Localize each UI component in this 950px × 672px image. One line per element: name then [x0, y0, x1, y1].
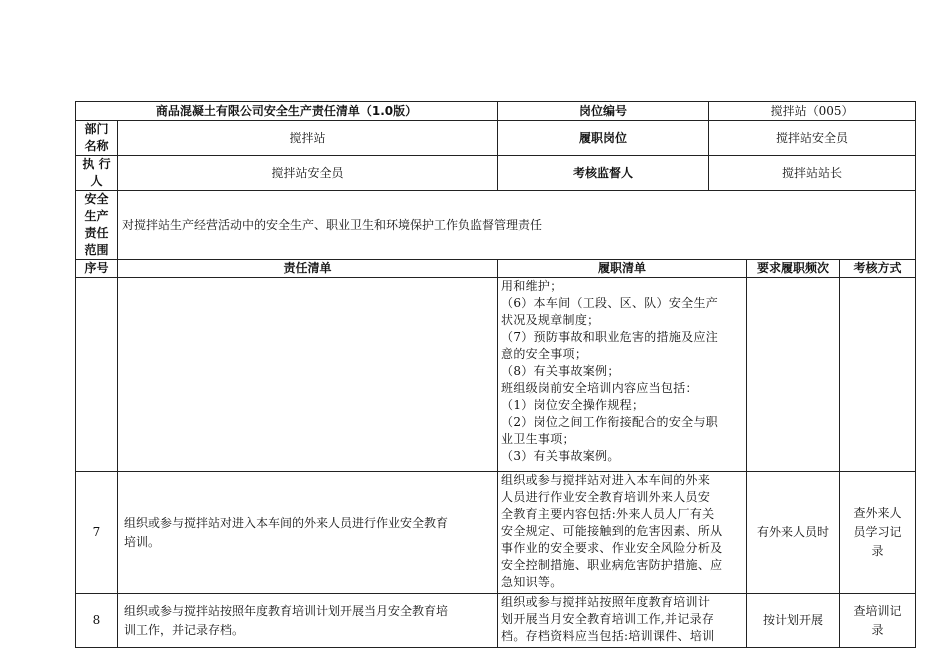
scope-value: 对搅拌站生产经营活动中的安全生产、职业卫生和环境保护工作负监督管理责任 — [118, 191, 916, 260]
assessment-line: 录 — [871, 544, 884, 558]
column-header-row — [76, 260, 916, 278]
assessment-line: 员学习记 — [853, 525, 902, 539]
duty-line: 急知识等。 — [501, 575, 563, 589]
assessment-line: 录 — [871, 622, 884, 637]
executor-value: 搅拌站安全员 — [118, 156, 498, 191]
header-row-scope — [76, 191, 916, 260]
table-row — [76, 472, 916, 594]
header-row-executor — [76, 156, 916, 191]
row-no: 8 — [76, 594, 118, 648]
executor-label: 执 行 人 — [76, 156, 118, 191]
duty-line: 组织或参与搅拌站对进入本车间的外来 — [501, 473, 711, 487]
duty-line: （7）预防事故和职业危害的措施及应注 — [501, 330, 719, 344]
duty-line: 事作业的安全要求、作业安全风险分析及 — [501, 541, 723, 555]
assessment-line: 查外来人 — [853, 506, 902, 520]
dept-value: 搅拌站 — [118, 121, 498, 156]
responsibility-line: 组织或参与搅拌站对进入本车间的外来人员进行作业安全教育 — [124, 515, 449, 530]
col-assessment: 考核方式 — [840, 260, 916, 278]
table-row — [76, 278, 916, 472]
duty-line: 班组级岗前安全培训内容应当包括： — [501, 381, 698, 395]
duty-line: 全教育主要内容包括:外来人员人厂有关 — [501, 507, 715, 521]
row-duty — [498, 472, 747, 594]
col-frequency: 要求履职频次 — [747, 260, 840, 278]
duty-line: 状况及规章制度； — [501, 313, 600, 327]
row-no — [76, 278, 118, 472]
post-code-value: 搅拌站（005） — [709, 102, 916, 121]
row-frequency: 按计划开展 — [747, 594, 840, 648]
responsibility-sheet — [75, 101, 916, 648]
duty-line: （6）本车间（工段、区、队）安全生产 — [501, 296, 719, 310]
row-responsibility — [118, 472, 498, 594]
scope-label: 安全生产责任范围 — [76, 191, 118, 260]
header-row-title — [76, 102, 916, 121]
col-responsibility: 责任清单 — [118, 260, 498, 278]
row-frequency — [747, 278, 840, 472]
duty-line: 组织或参与搅拌站按照年度教育培训计 — [501, 595, 711, 609]
duty-line: 用和维护； — [501, 279, 563, 293]
row-assessment — [840, 472, 916, 594]
col-no: 序号 — [76, 260, 118, 278]
dept-label: 部门名称 — [76, 121, 118, 156]
responsibility-line: 训工作，并记录存档。 — [124, 622, 245, 637]
post-value: 搅拌站安全员 — [709, 121, 916, 156]
duty-line: （8）有关事故案例； — [501, 364, 620, 378]
duty-line: （2）岗位之间工作衔接配合的安全与职 — [501, 415, 719, 429]
duty-line: （1）岗位安全操作规程； — [501, 398, 645, 412]
row-duty — [498, 594, 747, 648]
duty-line: 档。存档资料应当包括:培训课件、培训 — [501, 629, 715, 643]
row-assessment — [840, 594, 916, 648]
row-assessment — [840, 278, 916, 472]
post-code-label: 岗位编号 — [498, 102, 709, 121]
supervisor-label: 考核监督人 — [498, 156, 709, 191]
supervisor-value: 搅拌站站长 — [709, 156, 916, 191]
duty-line: 意的安全事项； — [501, 347, 588, 361]
row-duty — [498, 278, 747, 472]
sheet-title: 商品混凝土有限公司安全生产责任清单（1.0版） — [76, 102, 498, 121]
duty-line: （3）有关事故案例。 — [501, 449, 620, 463]
duty-line: 划开展当月安全教育培训工作,并记录存 — [501, 612, 715, 626]
duty-line: 安全规定、可能接触到的危害因素、所从 — [501, 524, 723, 538]
row-responsibility — [118, 278, 498, 472]
duty-line: 安全控制措施、职业病危害防护措施、应 — [501, 558, 723, 572]
responsibility-line: 培训。 — [124, 534, 161, 549]
col-duty: 履职清单 — [498, 260, 747, 278]
duty-line: 人员进行作业安全教育培训外来人员安 — [501, 490, 711, 504]
table-row — [76, 594, 916, 648]
row-responsibility — [118, 594, 498, 648]
duty-line: 业卫生事项； — [501, 432, 575, 446]
header-row-dept — [76, 121, 916, 156]
assessment-line: 查培训记 — [853, 603, 902, 618]
row-no: 7 — [76, 472, 118, 594]
post-label: 履职岗位 — [498, 121, 709, 156]
responsibility-line: 组织或参与搅拌站按照年度教育培训计划开展当月安全教育培 — [124, 603, 449, 618]
row-frequency: 有外来人员时 — [747, 472, 840, 594]
